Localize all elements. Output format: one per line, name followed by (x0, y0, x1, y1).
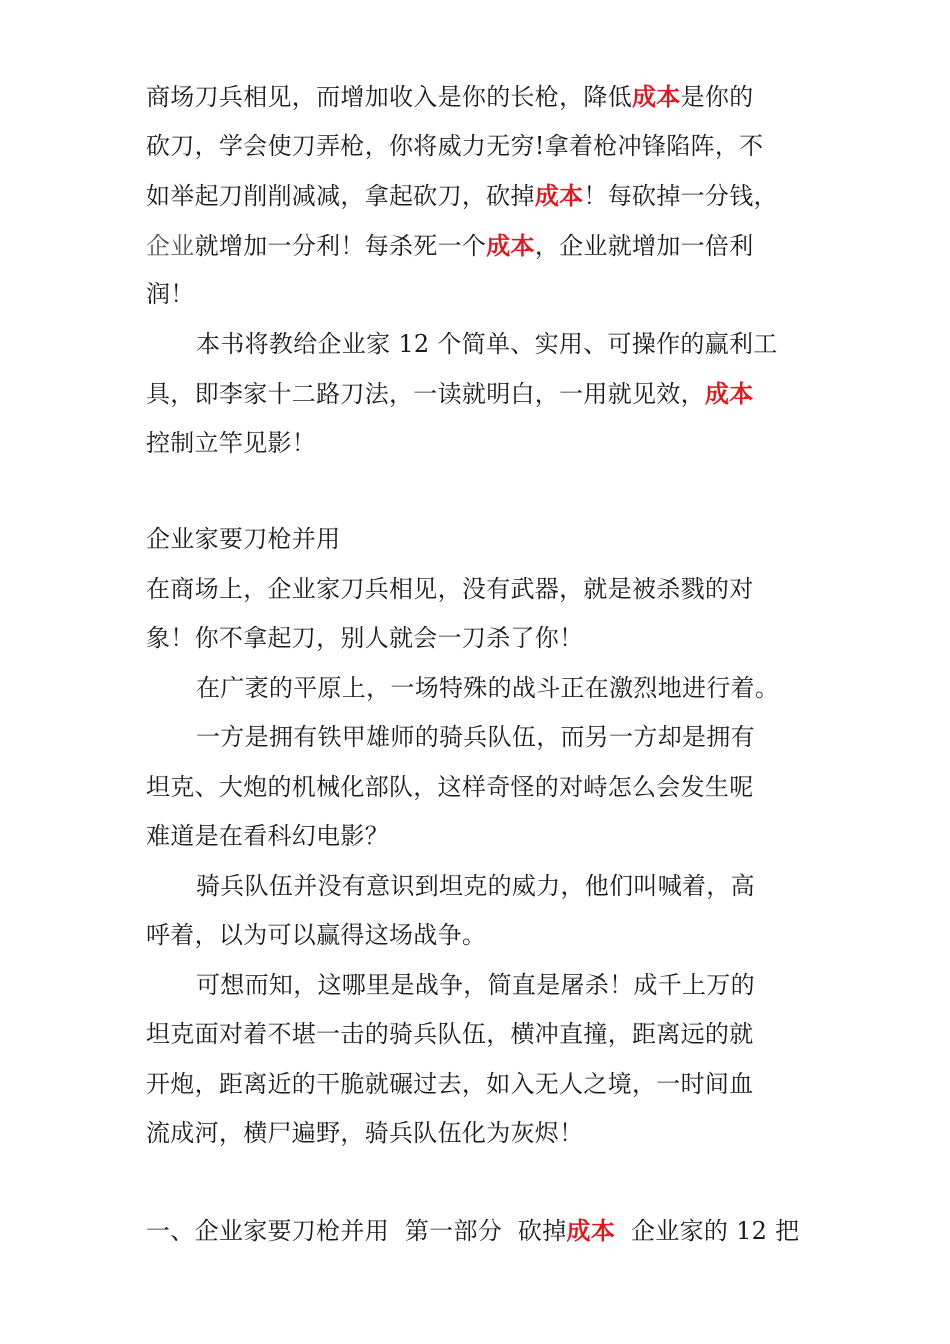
text-line: 砍刀，学会使刀弄枪，你将威力无穷!拿着枪冲锋陷阵，不 (146, 131, 764, 160)
footer-line: 一、企业家要刀枪并用 第一部分 砍掉成本 企业家的 12 把 (146, 1215, 800, 1245)
section-paragraph-5 (146, 961, 810, 1159)
text-line: 流成河，横尸遍野，骑兵队伍化为灰烬！ (146, 1119, 584, 1147)
text-line: 润！ (146, 280, 195, 308)
text-line: 象！你不拿起刀，别人就会一刀杀了你！ (146, 624, 584, 652)
highlight-keyword: 成本 (486, 230, 535, 260)
highlight-keyword: 成本 (632, 82, 681, 111)
document-page (146, 72, 810, 1255)
text-line: 呼着，以为可以赢得这场战争。 (146, 921, 487, 949)
text-line: 难道是在看科幻电影？ (146, 822, 389, 850)
spacer (146, 1159, 810, 1206)
text-line: 可想而知，这哪里是战争，简直是屠杀！成千上万的 (196, 970, 755, 999)
text-line: 在商场上，企业家刀兵相见，没有武器，就是被杀戮的对 (146, 574, 754, 603)
section-paragraph-1 (146, 565, 810, 664)
text-line: 企业就增加一分利！每杀死一个成本，企业就增加一倍利 (146, 230, 754, 260)
text-line: 如举起刀削削减减，拿起砍刀，砍掉成本！每砍掉一分钱， (146, 181, 778, 210)
section-paragraph-4 (146, 862, 810, 961)
highlight-keyword: 成本 (534, 181, 584, 210)
intro-paragraph-2 (146, 320, 810, 469)
text-line: 控制立竿见影！ (146, 428, 317, 457)
highlight-keyword: 成本 (704, 379, 754, 408)
text-line: 具，即李家十二路刀法，一读就明白，一用就见效，成本 (146, 379, 754, 408)
text-line: 坦克、大炮的机械化部队，这样奇怪的对峙怎么会发生呢 (146, 772, 754, 801)
text-line: 一方是拥有铁甲雄师的骑兵队伍，而另一方却是拥有 (196, 723, 755, 751)
text-line: 本书将教给企业家 12 个简单、实用、可操作的赢利工 (196, 329, 778, 358)
highlight-keyword: 成本 (566, 1215, 616, 1245)
text-line: 商场刀兵相见，而增加收入是你的长枪，降低成本是你的 (146, 82, 754, 111)
spacer (146, 468, 810, 515)
text-line: 开炮，距离近的干脆就碾过去，如入无人之境，一时间血 (146, 1069, 754, 1098)
section-paragraph-3 (146, 713, 810, 862)
text-line: 骑兵队伍并没有意识到坦克的威力，他们叫喊着，高 (196, 871, 755, 900)
section-paragraph-2: 在广袤的平原上，一场特殊的战斗正在激烈地进行着。 (196, 673, 780, 702)
intro-paragraph-1 (146, 72, 810, 320)
text-line: 坦克面对着不堪一击的骑兵队伍，横冲直撞，距离远的就 (146, 1020, 754, 1048)
section-title: 企业家要刀枪并用 (146, 525, 341, 553)
